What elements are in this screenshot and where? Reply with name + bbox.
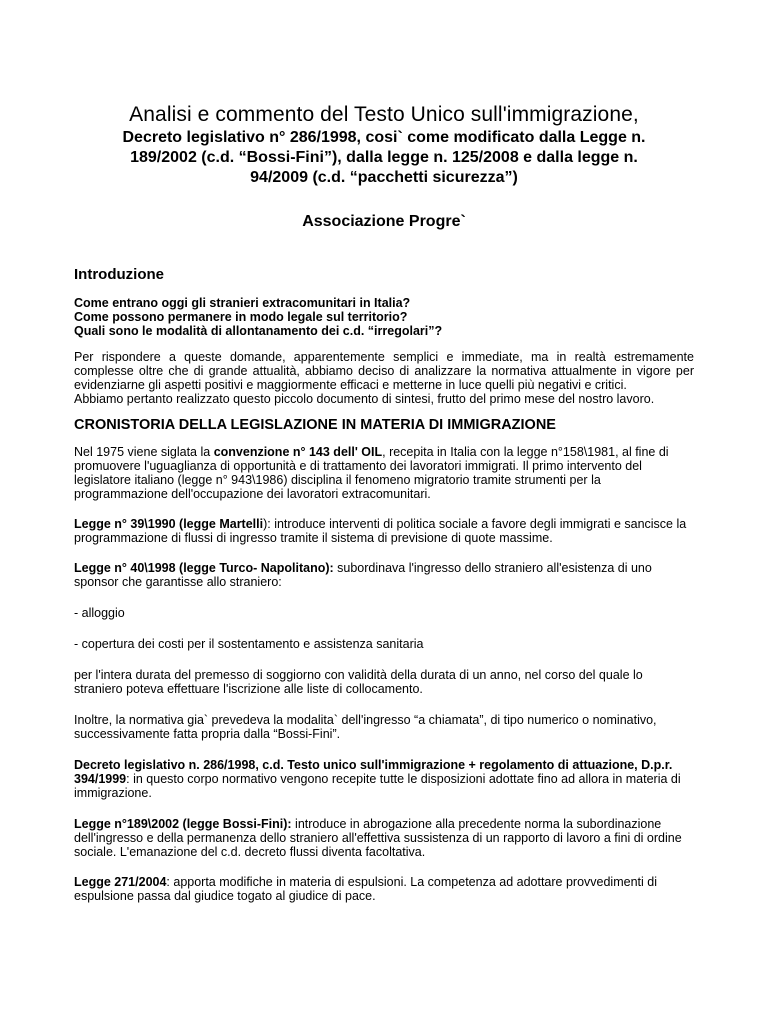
- p7-post: introduce in abrogazione alla precedente norma la subordinazione dell'ingresso e della permanenza dello straniero all'effettiva sussistenza di un rapporto di lavoro a fini di ordine sociale. L'emanazione del c.d. decreto flussi diventa facoltativa.: [74, 817, 682, 859]
- paragraph-legge-271-2004: [74, 875, 694, 903]
- question-3: Quali sono le modalità di allontanamento dei c.d. “irregolari”?: [74, 324, 443, 338]
- paragraph-legge-turco-napolitano: [74, 561, 694, 589]
- p6-post: : in questo corpo normativo vengono recepite tutte le disposizioni adottate fino ad allora in materia di immigrazione.: [74, 772, 681, 800]
- p8-bold: Legge 271/2004: [74, 875, 167, 889]
- p7-bold: Legge n°189\2002 (legge Bossi-Fini):: [74, 817, 292, 831]
- document-subtitle: [74, 128, 694, 188]
- question-2: Come possono permanere in modo legale sul territorio?: [74, 310, 408, 324]
- p1-pre: Nel 1975 viene siglata la: [74, 445, 214, 459]
- list-item-copertura: - copertura dei costi per il sostentamento e assistenza sanitaria: [74, 637, 424, 651]
- paragraph-testo-unico: [74, 758, 694, 800]
- paragraph-durata-permesso: per l'intera durata del premesso di soggiorno con validità della durata di un anno, nel corso del quale lo straniero poteva effettuare l'iscrizione alle liste di collocamento.: [74, 668, 643, 696]
- subtitle-line-2: 189/2002 (c.d. “Bossi-Fini”), dalla legge n. 125/2008 e dalla legge n.: [130, 149, 638, 166]
- section-heading-cronistoria: CRONISTORIA DELLA LEGISLAZIONE IN MATERIA DI IMMIGRAZIONE: [74, 417, 556, 433]
- intro-questions: [74, 296, 694, 338]
- p8-post: : apporta modifiche in materia di espulsioni. La competenza ad adottare provvedimenti di espulsione passa dal giudice togato al giudice di pace.: [74, 875, 657, 903]
- question-1: Come entrano oggi gli stranieri extracomunitari in Italia?: [74, 296, 411, 310]
- p2-bold: Legge n° 39\1990 (legge Martelli: [74, 517, 264, 531]
- intro-paragraph: [74, 350, 694, 406]
- paragraph-legge-martelli: [74, 517, 694, 545]
- paragraph-ingresso-a-chiamata: Inoltre, la normativa gia` prevedeva la modalita` dell'ingresso “a chiamata”, di tipo numerico o nominativo, successivamente fatta propria dalla “Bossi-Fini”.: [74, 713, 657, 741]
- intro-paragraph-part-2: Abbiamo pertanto realizzato questo piccolo documento di sintesi, frutto del primo mese del nostro lavoro.: [74, 392, 655, 406]
- p2-post: ): introduce interventi di politica sociale a favore degli immigrati e sancisce la programmazione di flussi di ingresso tramite il sistema di previsione di quote massime.: [74, 517, 687, 545]
- title-block: [74, 0, 694, 188]
- p1-post: , recepita in Italia con la legge n°158\1981, al fine di promuovere l'uguaglianza di opportunità e di trattamento dei lavoratori immigrati. Il primo intervento del legislatore italiano (legge n° 943\1986) disciplina il fenomeno migratorio tramite strumenti per la programmazione dell'occupazione dei lavoratori extracomunitari.: [74, 445, 669, 501]
- paragraph-convenzione-oil: [74, 445, 694, 501]
- intro-paragraph-part-1: Per rispondere a queste domande, apparentemente semplici e immediate, ma in realtà estremamente complesse oltre che di grande attualità, abbiamo deciso di analizzare la normativa attualmente in vigore per evidenziarne gli aspetti positivi e maggiormente efficaci e metterne in luce quelli più negativi e critici.: [74, 350, 694, 392]
- p1-bold: convenzione n° 143 dell' OIL: [213, 445, 383, 459]
- list-item-alloggio: - alloggio: [74, 606, 125, 620]
- p3-post: subordinava l'ingresso dello straniero all'esistenza di uno sponsor che garantisse allo straniero:: [74, 561, 652, 589]
- subtitle-line-1: Decreto legislativo n° 286/1998, cosi` come modificato dalla Legge n.: [122, 129, 646, 146]
- p3-bold: Legge n° 40\1998 (legge Turco- Napolitano):: [74, 561, 334, 575]
- document-title: Analisi e commento del Testo Unico sull'immigrazione,: [129, 103, 639, 126]
- section-heading-introduzione: Introduzione: [74, 266, 164, 283]
- p6-bold: Decreto legislativo n. 286/1998, c.d. Testo unico sull'immigrazione + regolamento di attuazione, D.p.r. 394/1999: [74, 758, 673, 786]
- subtitle-line-3: 94/2009 (c.d. “pacchetti sicurezza”): [250, 169, 518, 186]
- paragraph-legge-bossi-fini: [74, 817, 694, 859]
- author-name: Associazione Progre`: [302, 213, 466, 230]
